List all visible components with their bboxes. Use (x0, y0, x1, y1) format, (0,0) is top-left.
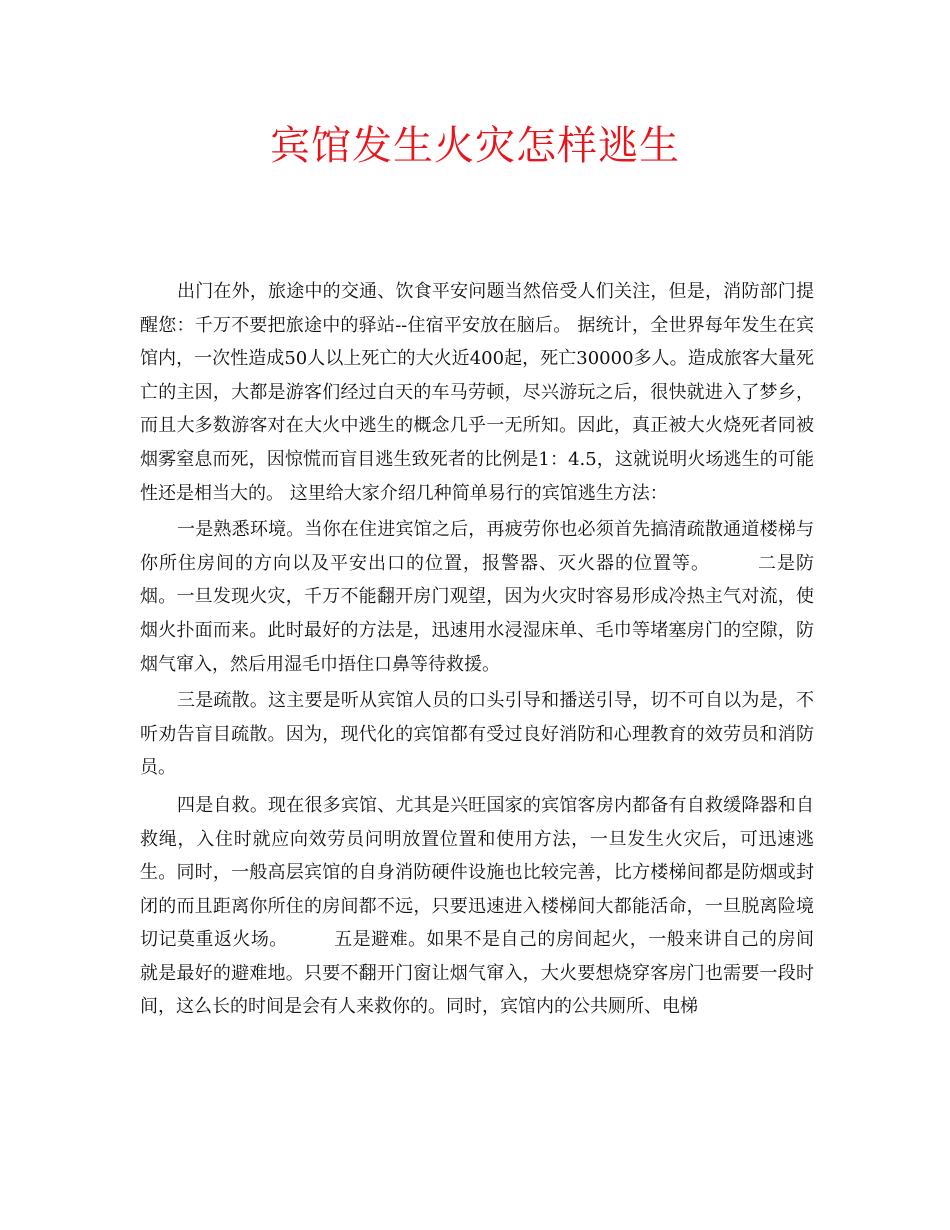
document-body (140, 275, 814, 1024)
paragraph-intro: 出门在外，旅途中的交通、饮食平安问题当然倍受人们关注，但是，消防部门提醒您：千万不要把旅途中的驿站--住宿平安放在脑后。 据统计，全世界每年发生在宾馆内，一次性造成50人以上死亡的大火近400起，死亡30000多人。造成旅客大量死亡的主因，大都是游客们经过白天的车马劳顿，尽兴游玩之后，很快就进入了梦乡，而且大多数游客对在大火中逃生的概念几乎一无所知。因此，真正被大火烧死者同被烟雾窒息而死，因惊慌而盲目逃生致死者的比例是1：4.5，这就说明火场逃生的可能性还是相当大的。 这里给大家介绍几种简单易行的宾馆逃生方法： (140, 281, 814, 504)
paragraph-familiarize-and-smoke: 一是熟悉环境。当你在住进宾馆之后，再疲劳你也必须首先搞清疏散通道楼梯与你所住房间的方向以及平安出口的位置，报警器、灭火器的位置等。 二是防烟。一旦发现火灾，千万不能翻开房门观望，因为火灾时容易形成冷热主气对流，使烟火扑面而来。此时最好的方法是，迅速用水浸湿床单、毛巾等堵塞房门的空隙，防烟气窜入，然后用湿毛巾捂住口鼻等待救援。 (140, 519, 814, 675)
document-title: 宾馆发生火灾怎样逃生 (270, 123, 680, 169)
paragraph-evacuation: 三是疏散。这主要是听从宾馆人员的口头引导和播送引导，切不可自以为是，不听劝告盲目疏散。因为，现代化的宾馆都有受过良好消防和心理教育的效劳员和消防员。 (140, 690, 814, 779)
paragraph-self-rescue-and-shelter: 四是自救。现在很多宾馆、尤其是兴旺国家的宾馆客房内都备有自救缓降器和自救绳，入住时就应向效劳员问明放置位置和使用方法，一旦发生火灾后，可迅速逃生。同时，一般高层宾馆的自身消防硬件设施也比较完善，比方楼梯间都是防烟或封闭的而且距离你所住的房间都不远，只要迅速进入楼梯间大都能活命，一旦脱离险境切记莫重返火场。 五是避难。如果不是自己的房间起火，一般来讲自己的房间就是最好的避难地。只要不翻开门窗让烟气窜入，大火要想烧穿客房门也需要一段时间，这么长的时间是会有人来救你的。同时，宾馆内的公共厕所、电梯 (140, 794, 814, 1018)
